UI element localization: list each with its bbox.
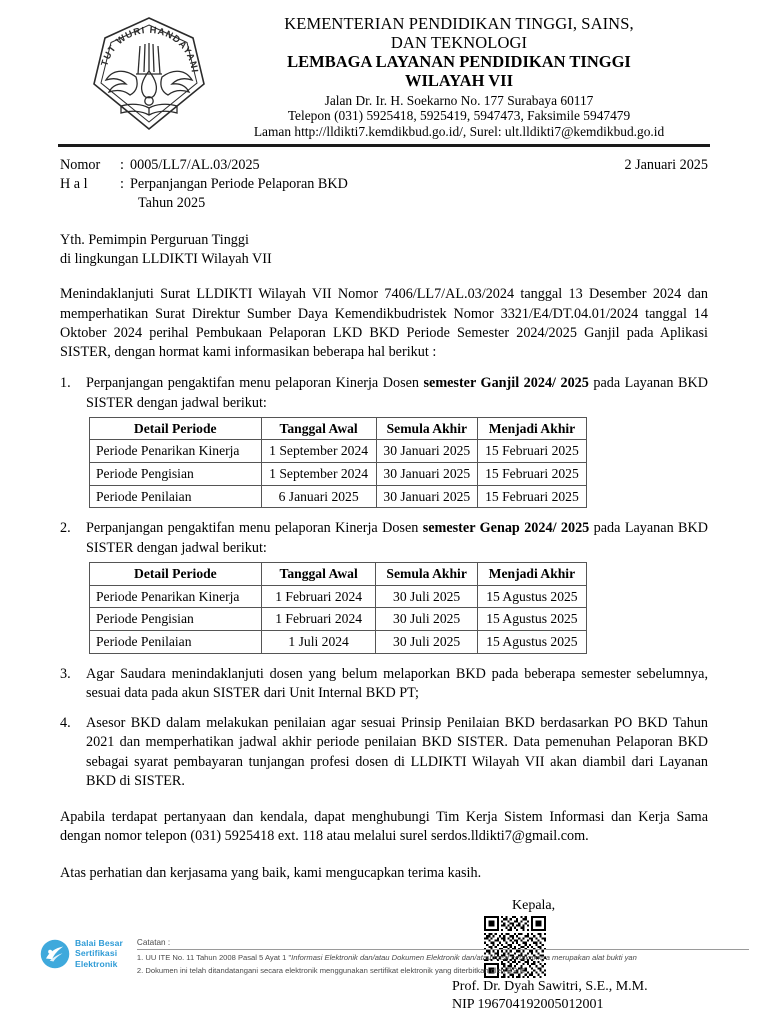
cell-periode: Periode Pengisian xyxy=(90,608,262,631)
hal-label: H a l xyxy=(60,175,88,192)
bsre-line-2: Sertifikasi xyxy=(75,948,118,959)
note-1-italic: Informasi Elektronik dan/atau Dokumen Elektronik dan/atau hasil cetakannya merupakan alat bukti yan xyxy=(291,953,637,962)
cell-periode: Periode Pengisian xyxy=(90,463,262,486)
bsre-line-3: Elektronik xyxy=(75,958,118,969)
ministry-line-1: KEMENTERIAN PENDIDIKAN TINGGI, SAINS, xyxy=(284,14,634,33)
list-item-2 xyxy=(60,519,708,653)
footer-notes xyxy=(137,938,768,977)
closing-paragraph-2: Atas perhatian dan kerjasama yang baik, kami mengucapkan terima kasih. xyxy=(60,864,482,881)
cell-menjadi-akhir: 15 Februari 2025 xyxy=(477,485,586,508)
cell-tanggal-awal: 6 Januari 2025 xyxy=(261,485,376,508)
bsre-line-1: Balai Besar xyxy=(75,938,123,948)
catatan-title: Catatan : xyxy=(137,938,749,950)
numbered-list xyxy=(60,374,708,791)
item-1-text-bold: semester Ganjil 2024/ 2025 xyxy=(423,375,589,392)
cell-tanggal-awal: 1 September 2024 xyxy=(261,463,376,486)
th-detail-periode: Detail Periode xyxy=(90,562,262,585)
hal-colon: : xyxy=(120,175,124,192)
bsre-circle-icon xyxy=(40,939,70,969)
table-header-row xyxy=(90,562,587,585)
cell-tanggal-awal: 1 Februari 2024 xyxy=(261,608,376,631)
footer-note-1 xyxy=(137,952,768,963)
item-2-text-bold: semester Genap 2024/ 2025 xyxy=(422,520,590,537)
cell-tanggal-awal: 1 Juli 2024 xyxy=(261,630,376,653)
th-semula-akhir: Semula Akhir xyxy=(376,562,477,585)
signature-title: Kepala, xyxy=(512,897,556,913)
item-2-text-before: Perpanjangan pengaktifan menu pelaporan Kinerja Dosen xyxy=(86,520,423,537)
item-1-text-after: pada Layanan BKD SISTER dengan jadwal berikut: xyxy=(86,375,708,411)
schedule-table-genap xyxy=(89,562,587,654)
tut-wuri-handayani-emblem xyxy=(88,14,210,136)
institution-line-1: LEMBAGA LAYANAN PENDIDIKAN TINGGI xyxy=(287,52,631,72)
addressee-line-2: di lingkungan LLDIKTI Wilayah VII xyxy=(60,250,272,267)
cell-semula-akhir: 30 Juli 2025 xyxy=(376,630,477,653)
cell-periode: Periode Penarikan Kinerja xyxy=(90,440,262,463)
meta-row-nomor xyxy=(60,156,708,175)
table-row xyxy=(90,463,587,486)
th-menjadi-akhir: Menjadi Akhir xyxy=(477,562,586,585)
institution-line-2: WILAYAH VII xyxy=(404,71,514,91)
th-detail-periode: Detail Periode xyxy=(90,417,262,440)
letterhead xyxy=(0,0,768,140)
list-item-1 xyxy=(60,374,708,508)
th-menjadi-akhir: Menjadi Akhir xyxy=(477,417,586,440)
item-2-body xyxy=(86,519,708,653)
cell-semula-akhir: 30 Januari 2025 xyxy=(376,485,477,508)
item-4-text: Asesor BKD dalam melakukan penilaian agar sesuai Prinsip Penilaian BKD berdasarkan PO BKD Tahun 2021 dan memperhatikan jadwal akhir periode penilaian BKD SISTER. Data pemenuhan Pelaporan BKD sebagai syarat pembayaran tunjangan profesi dosen di LLDIKTI Wilayah VII akan diambil dari Layanan BKD di SISTER. xyxy=(86,715,708,789)
letter-date: 2 Januari 2025 xyxy=(624,157,708,173)
letter-meta xyxy=(60,156,708,213)
svg-text:TUT WURI HANDAYANI: TUT WURI HANDAYANI xyxy=(98,23,201,74)
schedule-table-ganjil xyxy=(89,417,587,509)
letterhead-text xyxy=(210,14,708,139)
letterhead-phone: Telepon (031) 5925418, 5925419, 5947473, Faksimile 5947479 xyxy=(287,108,631,124)
hal-value: Perpanjangan Periode Pelaporan BKD xyxy=(130,175,348,192)
bsre-logo-text xyxy=(75,938,123,969)
table-row xyxy=(90,608,587,631)
bsre-logo xyxy=(40,938,123,969)
note-1-prefix: 1. UU ITE No. 11 Tahun 2008 Pasal 5 Ayat 1 " xyxy=(136,953,292,962)
footer-note-2: 2. Dokumen ini telah ditandatangani secara elektronik menggunakan sertifikat elektronik yang diterbitkan oleh BSrE xyxy=(136,966,525,976)
header-divider xyxy=(58,144,710,147)
letter-body xyxy=(60,285,708,1014)
cell-menjadi-akhir: 15 Agustus 2025 xyxy=(477,608,586,631)
addressee-block xyxy=(60,231,708,269)
table-row xyxy=(90,585,587,608)
item-1-body xyxy=(86,374,708,508)
cell-periode: Periode Penilaian xyxy=(90,630,262,653)
cell-semula-akhir: 30 Juli 2025 xyxy=(376,585,477,608)
item-3-text: Agar Saudara menindaklanjuti dosen yang belum melaporkan BKD pada beberapa semester sebelumnya, sesuai data pada akun SISTER dari Unit Internal BKD PT; xyxy=(86,665,708,701)
document-footer xyxy=(0,932,768,994)
table-header-row xyxy=(90,417,587,440)
th-tanggal-awal: Tanggal Awal xyxy=(261,562,376,585)
list-item-4 xyxy=(60,714,708,791)
nomor-colon: : xyxy=(120,157,124,173)
cell-menjadi-akhir: 15 Februari 2025 xyxy=(477,440,586,463)
cell-semula-akhir: 30 Januari 2025 xyxy=(376,463,477,486)
th-tanggal-awal: Tanggal Awal xyxy=(261,417,376,440)
nomor-label: Nomor xyxy=(60,157,101,173)
item-1-number: 1. xyxy=(60,375,71,392)
closing-paragraph-1: Apabila terdapat pertanyaan dan kendala, dapat menghubungi Tim Kerja Sistem Informasi dan Kerja Sama dengan nomor telepon (031) 5925418 ext. 118 atau melalui surel serdos.lldikti7@gmail.com. xyxy=(60,809,708,845)
item-1-text-before: Perpanjangan pengaktifan menu pelaporan Kinerja Dosen xyxy=(86,375,424,392)
letterhead-web: Laman http://lldikti7.kemdikbud.go.id/, Surel: ult.lldikti7@kemdikbud.go.id xyxy=(253,123,665,139)
letterhead-address: Jalan Dr. Ir. H. Soekarno No. 177 Surabaya 60117 xyxy=(324,92,594,108)
ministry-line-2: DAN TEKNOLOGI xyxy=(390,33,528,53)
item-2-text-after: pada Layanan BKD SISTER dengan jadwal berikut: xyxy=(86,520,708,556)
cell-menjadi-akhir: 15 Agustus 2025 xyxy=(477,630,586,653)
list-item-3 xyxy=(60,665,708,703)
cell-menjadi-akhir: 15 Agustus 2025 xyxy=(477,585,586,608)
cell-menjadi-akhir: 15 Februari 2025 xyxy=(477,463,586,486)
signatory-name: Prof. Dr. Dyah Sawitri, S.E., M.M. xyxy=(452,978,648,994)
item-4-number: 4. xyxy=(60,715,71,732)
cell-tanggal-awal: 1 September 2024 xyxy=(261,440,376,463)
addressee-line-1: Yth. Pemimpin Perguruan Tinggi xyxy=(60,231,249,248)
item-2-number: 2. xyxy=(60,520,71,537)
signatory-nip: NIP 196704192005012001 xyxy=(452,997,604,1013)
meta-row-hal xyxy=(60,175,708,194)
cell-semula-akhir: 30 Januari 2025 xyxy=(376,440,477,463)
cell-periode: Periode Penilaian xyxy=(90,485,262,508)
cell-periode: Periode Penarikan Kinerja xyxy=(90,585,262,608)
nomor-value: 0005/LL7/AL.03/2025 xyxy=(130,157,260,173)
item-3-number: 3. xyxy=(60,665,71,682)
th-semula-akhir: Semula Akhir xyxy=(376,417,477,440)
table-row xyxy=(90,440,587,463)
table-row xyxy=(90,485,587,508)
cell-tanggal-awal: 1 Februari 2024 xyxy=(261,585,376,608)
cell-semula-akhir: 30 Juli 2025 xyxy=(376,608,477,631)
table-row xyxy=(90,630,587,653)
hal-value-cont: Tahun 2025 xyxy=(138,194,206,211)
opening-paragraph: Menindaklanjuti Surat LLDIKTI Wilayah VII Nomor 7406/LL7/AL.03/2024 tanggal 13 Desember 2024 dan memperhatikan Surat Direktur Sumber Daya Kemendikbudristek Nomor 3321/E4/DT.04.01/2024 tanggal 14 Oktober 2024 perihal Pembukaan Pelaporan LKD BKD Periode Semester 2024/2025 Ganjil pada Aplikasi SISTER, dengan hormat kami informasikan beberapa hal berikut : xyxy=(60,286,708,361)
